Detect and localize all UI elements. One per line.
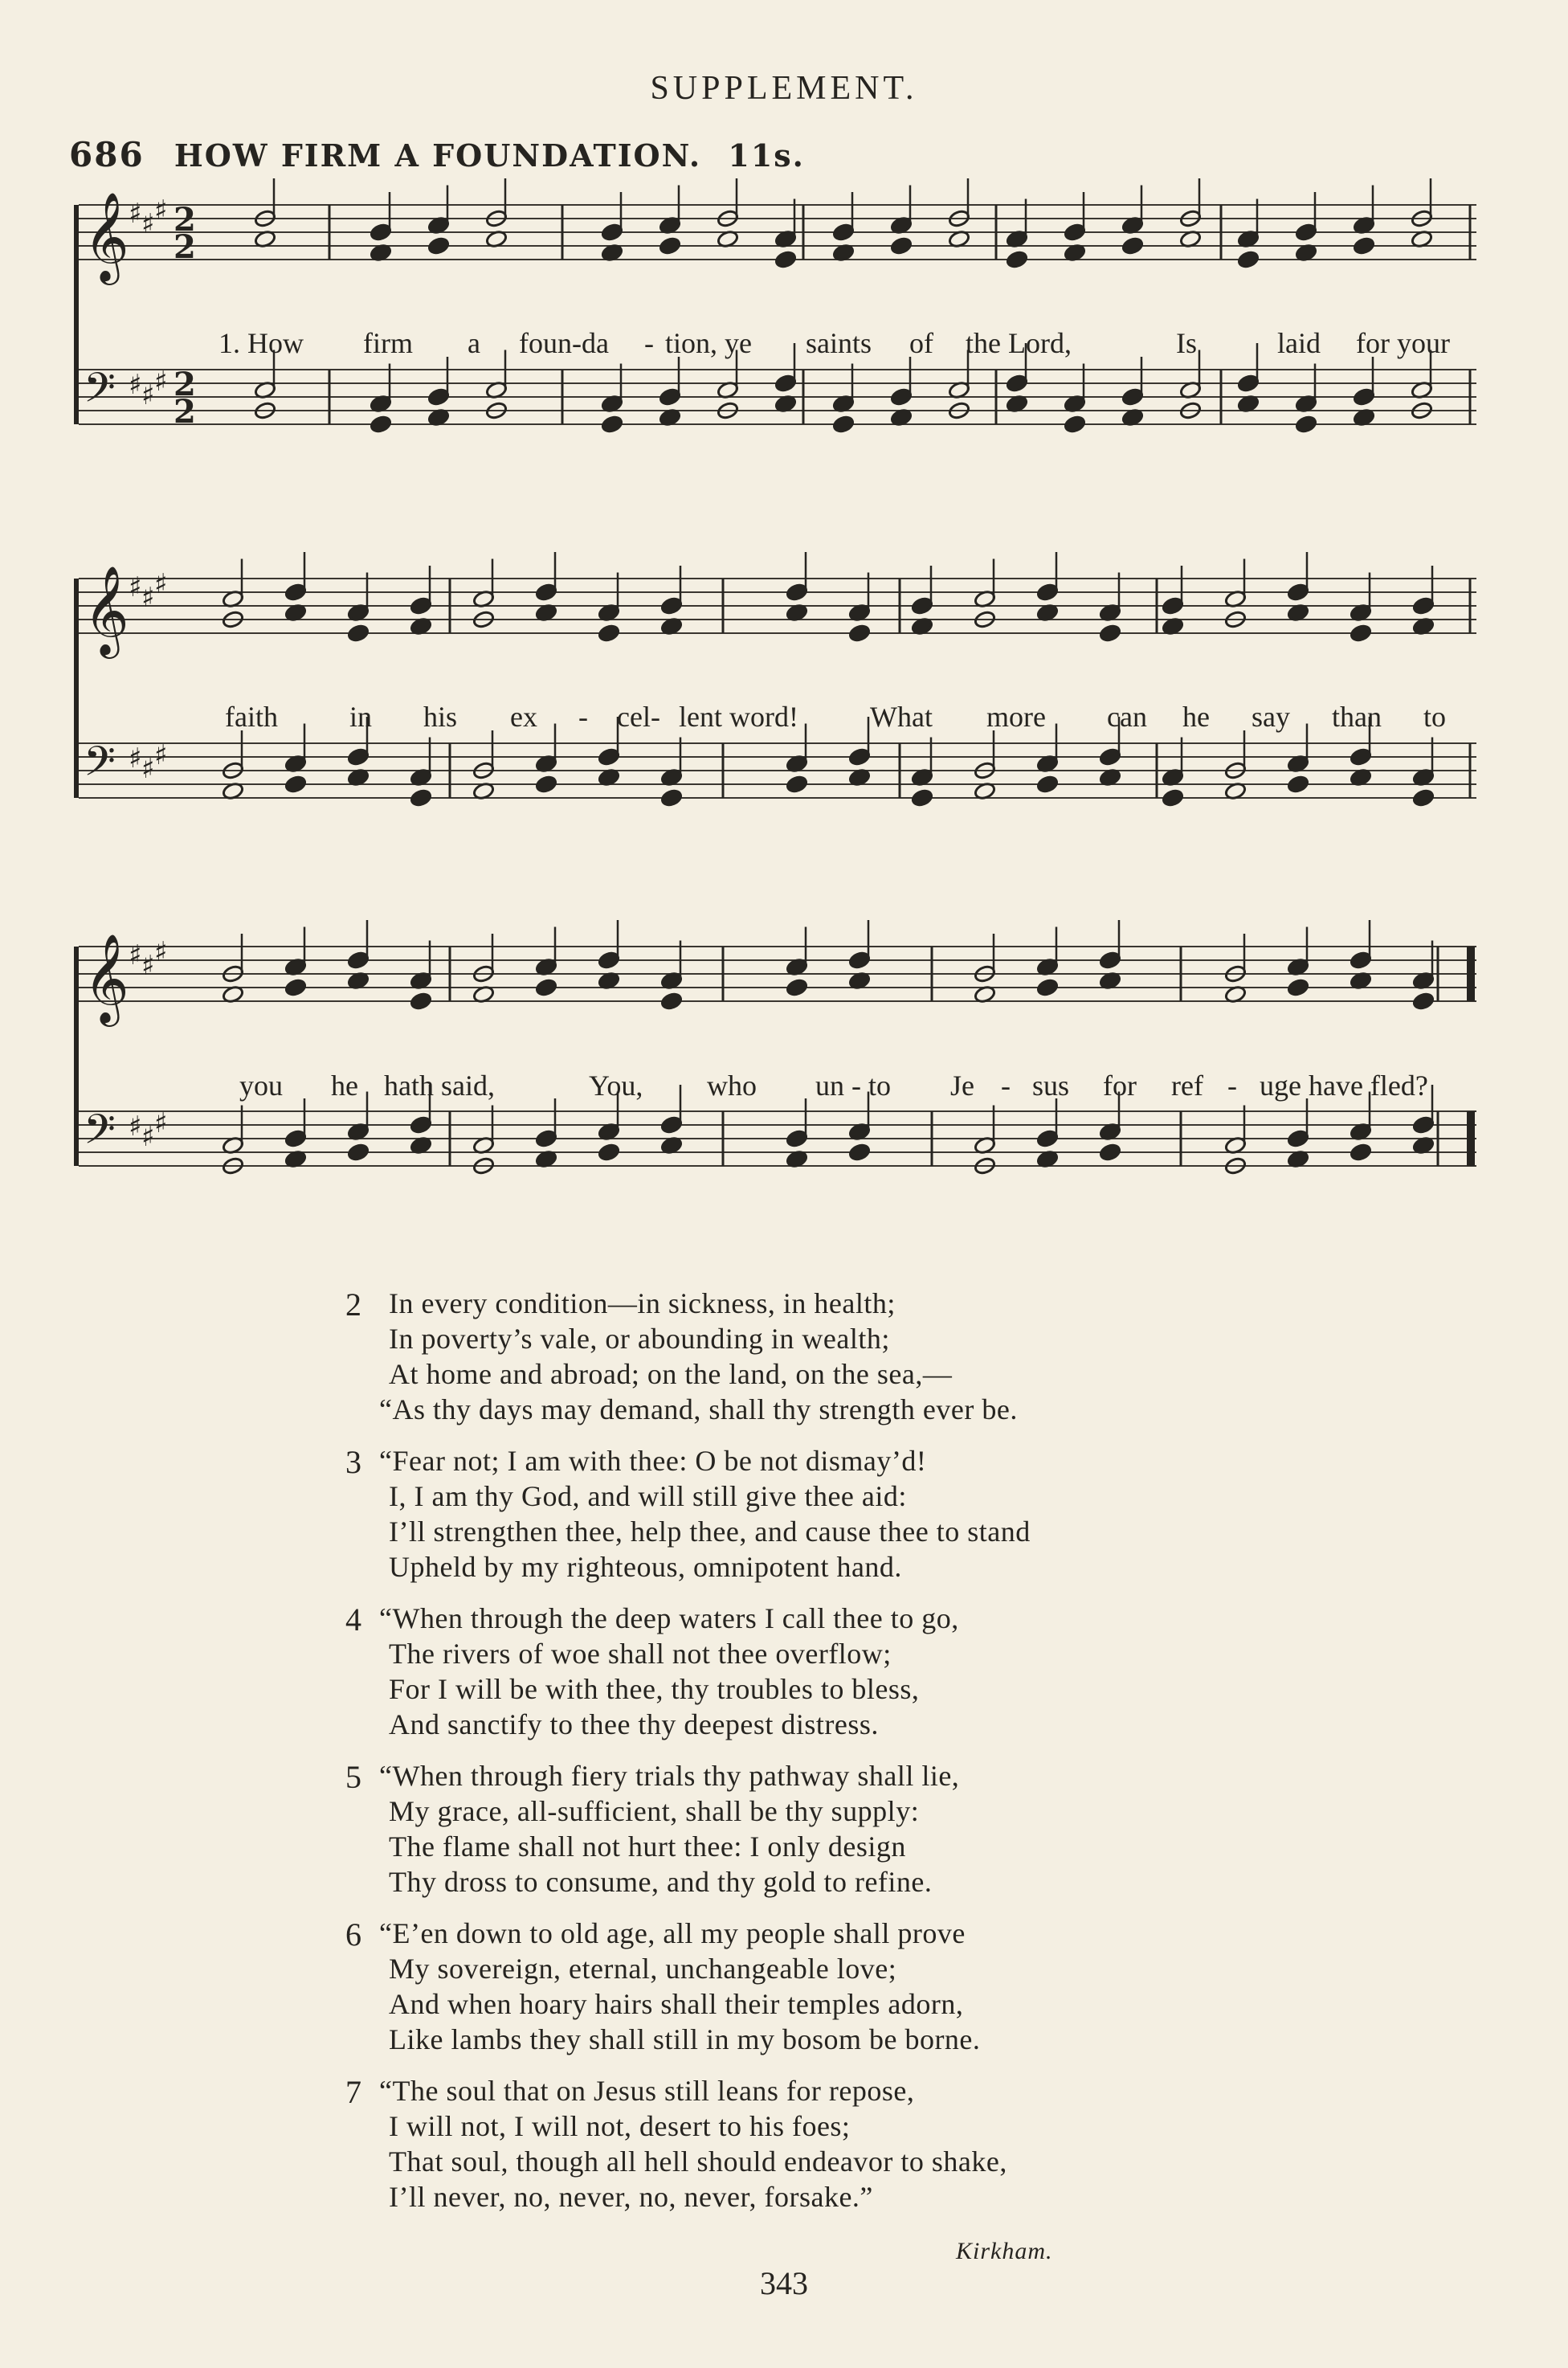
treble-clef-icon: 𝄞 [84,933,129,1023]
lyric-syllable: un - to [815,1069,891,1102]
note-head [347,624,370,643]
stanza-line: I’ll never, no, never, no, never, forsake.” [389,2181,873,2213]
stanza [345,1758,1390,1900]
note-head [601,415,623,434]
stanza-line: That soul, though all hell should endeavor to shake, [389,2145,1007,2178]
note-head [660,992,683,1011]
note-head [284,775,307,794]
lyric-syllable: can [1107,701,1147,733]
lyric-syllable: sus [1032,1069,1070,1102]
note-head [598,1143,620,1162]
note-head [1006,250,1028,269]
treble-clef-icon: 𝄞 [84,191,129,281]
sharp-icon: ♯ [129,1110,142,1143]
note-head [1287,978,1309,997]
stanza-line: I will not, I will not, desert to his foes; [389,2110,851,2142]
hymn-number: 686 [69,135,145,174]
note-head [1099,624,1121,643]
lyric-syllable: of [909,327,933,359]
stanza-line: Upheld by my righteous, omnipotent hand. [389,1551,902,1583]
stanza-line: The rivers of woe shall not thee overflow; [389,1638,892,1670]
stanza-line: “E’en down to old age, all my people shall prove [379,1917,966,1949]
final-bar-line [1467,947,1475,1001]
lyric-syllable: lent word! [679,701,798,733]
lyric-syllable: Je [950,1069,974,1102]
lyric-syllable: in [349,701,373,733]
note-head [1295,415,1317,434]
note-head [347,1143,370,1162]
additional-stanzas [345,1286,1390,2231]
note-head [774,250,797,269]
note-head [911,788,933,808]
stanza-line: And when hoary hairs shall their temples adorn, [389,1988,964,2020]
note-head [1237,250,1260,269]
sharp-icon: ♯ [141,378,155,411]
stanza-line: My grace, all-sufficient, shall be thy supply: [389,1795,920,1827]
treble-staff [79,178,1476,285]
hymn-meter: 11s. [728,137,805,174]
stanza-number: 6 [345,1916,361,1953]
lyric-syllable: firm [363,327,413,359]
note-head [848,624,871,643]
note-head [1036,978,1059,997]
lyric-syllable: tion, ye [665,327,752,359]
note-head [786,775,808,794]
stanza-line: “When through the deep waters I call thee to go, [379,1602,959,1634]
bass-clef-icon: 𝄢 [84,363,116,422]
lyric-syllable: who [707,1069,757,1102]
stanza [345,1443,1390,1585]
lyric-syllable: the Lord, [966,327,1072,359]
page-header: SUPPLEMENT. [650,70,918,107]
music-system-1 [0,181,1568,542]
lyric-syllable: for [1103,1069,1137,1102]
treble-staff [79,552,1476,659]
sharp-icon: ♯ [154,365,168,398]
sharp-icon: ♯ [154,738,168,771]
note-head [1162,788,1184,808]
hymn-title: HOW FIRM A FOUNDATION. [174,137,702,174]
sharp-icon: ♯ [141,752,155,785]
note-head [284,978,307,997]
note-head [1287,775,1309,794]
note-head [1350,1143,1372,1162]
stanza-number: 3 [345,1444,361,1480]
stanza-line: Thy dross to consume, and thy gold to refine. [389,1866,933,1898]
lyric-syllable: - [1001,1069,1011,1102]
note-head [1412,992,1435,1011]
stanza-line: I, I am thy God, and will still give thee aid: [389,1480,907,1512]
lyric-syllable: you [239,1069,283,1102]
bass-clef-icon: 𝄢 [84,737,116,795]
bass-clef-icon: 𝄢 [84,1105,116,1164]
lyric-syllable: more [986,701,1046,733]
note-head [786,978,808,997]
note-head [427,236,450,256]
stanza-line: For I will be with thee, thy troubles to bless, [389,1673,920,1705]
sharp-icon: ♯ [129,369,142,401]
lyric-syllable: say [1252,701,1290,733]
note-head [1353,236,1375,256]
treble-staff [79,920,1476,1027]
sharp-icon: ♯ [141,207,155,240]
stanza-line: “As thy days may demand, shall thy strength ever be. [379,1393,1018,1425]
page-number: 343 [760,2265,808,2301]
sharp-icon: ♯ [154,194,168,227]
lyric-syllable: ex [510,701,537,733]
lyric-syllable: for your [1356,327,1450,359]
note-head [410,788,432,808]
stanza [345,1916,1390,2057]
note-head [1412,788,1435,808]
note-head [1064,415,1086,434]
stanza [345,1601,1390,1742]
stanza-line: My sovereign, eternal, unchangeable love; [389,1953,897,1985]
note-head [1121,236,1144,256]
stanza-line: “Fear not; I am with thee: O be not dismay’d! [379,1445,927,1477]
lyric-syllable: foun-da [519,327,609,359]
stanza-line: In every condition—in sickness, in health; [389,1287,896,1319]
lyric-syllable: Is [1176,327,1197,359]
stanza-line: “When through fiery trials thy pathway shall lie, [379,1760,960,1792]
stanza-line: The flame shall not hurt thee: I only design [389,1830,906,1863]
sharp-icon: ♯ [129,571,142,603]
stanza [345,1286,1390,1427]
note-head [659,236,681,256]
note-head [1099,1143,1121,1162]
stanza-line: I’ll strengthen thee, help thee, and cause thee to stand [389,1515,1031,1548]
stanza-line: Like lambs they shall still in my bosom be borne. [389,2023,981,2055]
sharp-icon: ♯ [129,939,142,971]
sharp-icon: ♯ [129,198,142,230]
system-bracket [74,947,79,1166]
sharp-icon: ♯ [141,949,155,982]
time-signature: 2 [174,366,196,403]
stanza [345,2073,1390,2215]
lyric-syllable: uge have fled? [1260,1069,1428,1102]
lyric-syllable: to [1423,701,1447,733]
stanza-line: In poverty’s vale, or abounding in wealth; [389,1323,890,1355]
lyric-syllable: ref [1171,1069,1203,1102]
lyric-syllable: cel- [617,701,660,733]
stanza-line: “The soul that on Jesus still leans for repose, [379,2075,915,2107]
lyric-syllable: laid [1277,327,1321,359]
system-bracket [74,579,79,798]
lyric-syllable: than [1332,701,1382,733]
lyric-syllable: - [644,327,654,359]
lyric-syllable: 1. How [218,327,304,359]
lyric-syllable: a [468,327,480,359]
stanza-line: And sanctify to thee thy deepest distress. [389,1708,879,1740]
note-head [660,788,683,808]
sharp-icon: ♯ [154,567,168,600]
note-head [370,415,392,434]
author-attribution: Kirkham. [956,2238,1053,2264]
music-system-2 [0,554,1568,916]
stanza-number: 5 [345,1759,361,1795]
stanza-number: 2 [345,1286,361,1323]
sharp-icon: ♯ [129,742,142,775]
lyric-syllable: - [578,701,588,733]
lyric-syllable: he [331,1069,358,1102]
sharp-icon: ♯ [154,935,168,968]
lyric-syllable: What [870,701,933,733]
note-head [832,415,855,434]
stanza-number: 7 [345,2074,361,2110]
lyric-syllable: You, [589,1069,643,1102]
sharp-icon: ♯ [154,1106,168,1139]
lyric-syllable: saints [806,327,872,359]
final-bar-line [1467,1111,1475,1166]
stanza-number: 4 [345,1601,361,1638]
time-signature: 2 [174,228,196,266]
note-head [598,624,620,643]
sharp-icon: ♯ [141,581,155,614]
treble-clef-icon: 𝄞 [84,565,129,655]
note-head [1036,775,1059,794]
lyric-syllable: he [1182,701,1210,733]
lyric-syllable: hath said, [384,1069,495,1102]
lyric-syllable: his [423,701,458,733]
note-head [410,992,432,1011]
lyric-syllable: faith [225,701,278,733]
note-head [848,1143,871,1162]
stanza-line: At home and abroad; on the land, on the sea,— [389,1358,953,1390]
note-head [535,978,557,997]
sharp-icon: ♯ [141,1120,155,1153]
note-head [535,775,557,794]
lyric-syllable: - [1227,1069,1237,1102]
hymn-heading [69,135,805,174]
system-bracket [74,205,79,424]
time-signature: 2 [174,393,196,431]
time-signature: 2 [174,201,196,239]
music-system-3 [0,922,1568,1292]
note-head [890,236,913,256]
note-head [1350,624,1372,643]
